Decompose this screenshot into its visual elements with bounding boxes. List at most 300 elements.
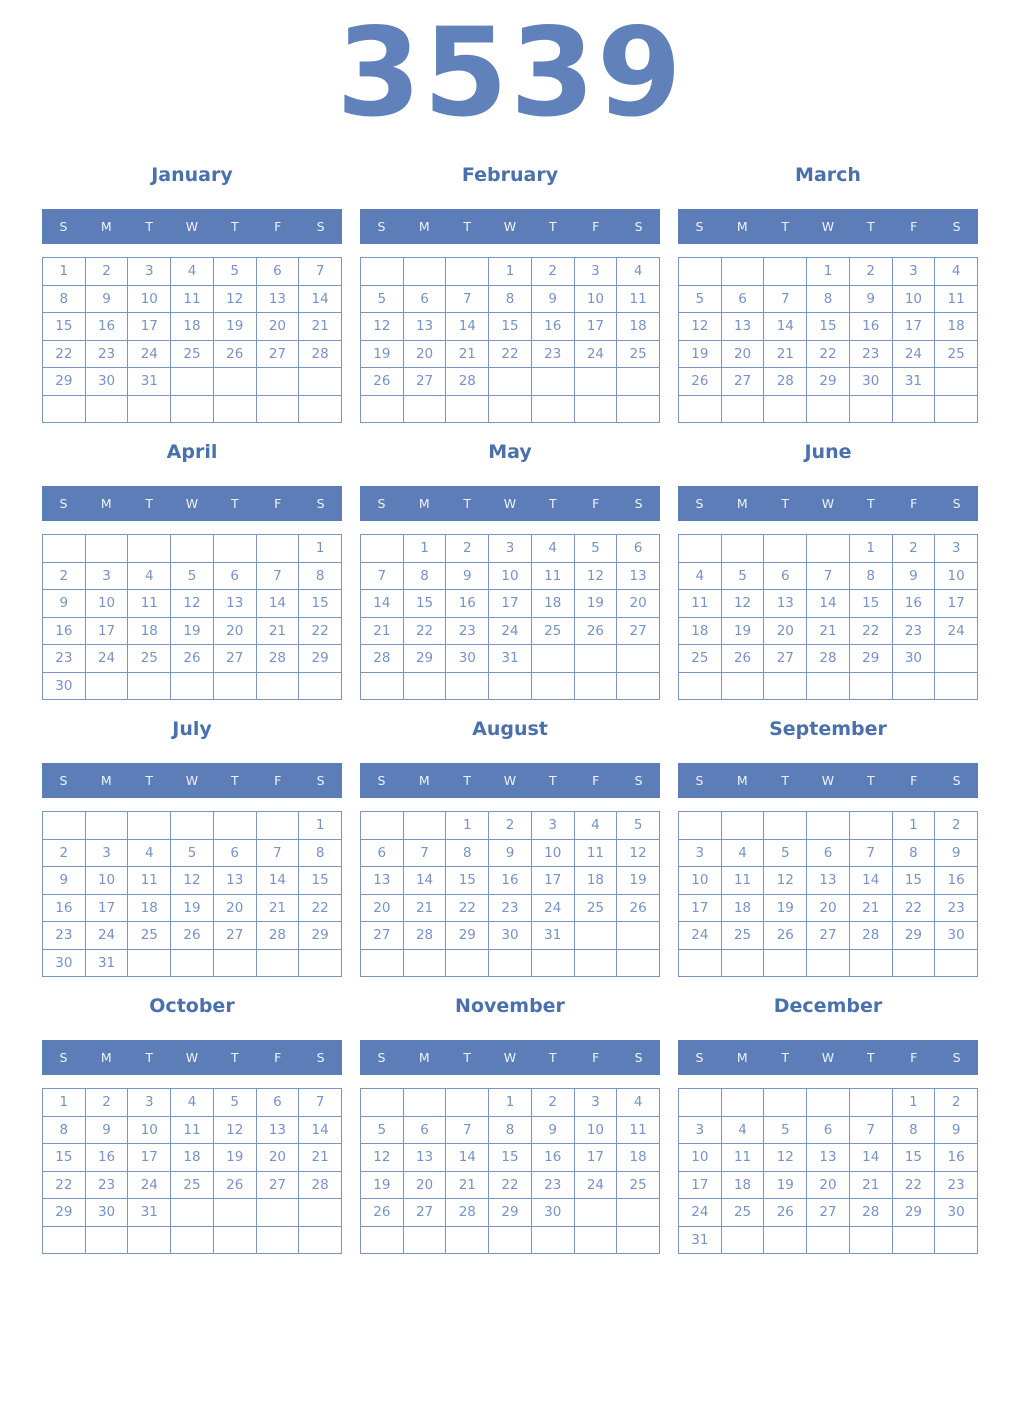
- weekday-header-row: [42, 763, 342, 798]
- day-cell: 4: [679, 563, 722, 591]
- empty-day-cell: [850, 673, 893, 701]
- empty-day-cell: [722, 1227, 765, 1255]
- day-cell: 6: [214, 563, 257, 591]
- day-cell: 15: [404, 590, 447, 618]
- empty-day-cell: [404, 812, 447, 840]
- day-cell: 15: [446, 867, 489, 895]
- empty-day-cell: [86, 673, 129, 701]
- day-cell: 21: [404, 895, 447, 923]
- empty-day-cell: [86, 396, 129, 424]
- day-cell: 10: [679, 1144, 722, 1172]
- day-cell: 3: [575, 258, 618, 286]
- day-cell: 14: [764, 313, 807, 341]
- day-cell: 22: [850, 618, 893, 646]
- day-cell: 29: [893, 1199, 936, 1227]
- day-cell: 1: [43, 1089, 86, 1117]
- month-june: [678, 439, 978, 700]
- day-cell: 26: [171, 922, 214, 950]
- weekday-label: F: [910, 219, 918, 234]
- empty-day-cell: [617, 1227, 660, 1255]
- weekday-label: S: [316, 1050, 325, 1065]
- day-cell: 2: [489, 812, 532, 840]
- empty-day-cell: [679, 396, 722, 424]
- day-cell: 18: [532, 590, 575, 618]
- weekday-label: F: [592, 773, 600, 788]
- day-cell: 19: [575, 590, 618, 618]
- day-cell: 31: [893, 368, 936, 396]
- empty-day-cell: [446, 673, 489, 701]
- day-cell: 26: [361, 368, 404, 396]
- empty-day-cell: [361, 1227, 404, 1255]
- day-cell: 18: [128, 618, 171, 646]
- empty-day-cell: [257, 673, 300, 701]
- day-cell: 1: [850, 535, 893, 563]
- weekday-label: S: [634, 1050, 643, 1065]
- day-cell: 18: [171, 1144, 214, 1172]
- day-cell: 20: [807, 895, 850, 923]
- day-cell: 17: [679, 1172, 722, 1200]
- month-august: [360, 716, 660, 977]
- day-cell: 28: [764, 368, 807, 396]
- day-cell: 30: [43, 673, 86, 701]
- weekday-label: T: [867, 1050, 875, 1065]
- weekday-label: T: [463, 1050, 471, 1065]
- weekday-header-row: [360, 1040, 660, 1075]
- day-cell: 26: [171, 645, 214, 673]
- day-cell: 23: [850, 341, 893, 369]
- empty-day-cell: [893, 950, 936, 978]
- day-cell: 23: [935, 1172, 978, 1200]
- day-cell: 5: [617, 812, 660, 840]
- day-cell: 17: [532, 867, 575, 895]
- day-cell: 1: [893, 812, 936, 840]
- empty-day-cell: [299, 950, 342, 978]
- empty-day-cell: [86, 812, 129, 840]
- empty-day-cell: [764, 950, 807, 978]
- day-cell: 10: [679, 867, 722, 895]
- day-cell: 18: [722, 1172, 765, 1200]
- month-april: [42, 439, 342, 700]
- empty-day-cell: [893, 396, 936, 424]
- day-cell: 8: [893, 840, 936, 868]
- empty-day-cell: [532, 368, 575, 396]
- weekday-header-row: [42, 1040, 342, 1075]
- day-cell: 19: [679, 341, 722, 369]
- empty-day-cell: [404, 1227, 447, 1255]
- empty-day-cell: [299, 673, 342, 701]
- day-cell: 28: [299, 1172, 342, 1200]
- empty-day-cell: [532, 645, 575, 673]
- month-title: May: [488, 441, 532, 463]
- weekday-label: T: [549, 496, 557, 511]
- day-cell: 7: [257, 563, 300, 591]
- day-cell: 27: [404, 1199, 447, 1227]
- weekday-label: M: [100, 773, 112, 788]
- weekday-label: W: [503, 1050, 517, 1065]
- day-cell: 4: [617, 1089, 660, 1117]
- day-cell: 16: [893, 590, 936, 618]
- empty-day-cell: [171, 673, 214, 701]
- days-grid: [360, 811, 660, 977]
- day-cell: 3: [575, 1089, 618, 1117]
- day-cell: 5: [764, 1117, 807, 1145]
- day-cell: 11: [128, 590, 171, 618]
- day-cell: 10: [128, 286, 171, 314]
- day-cell: 27: [214, 645, 257, 673]
- empty-day-cell: [679, 535, 722, 563]
- day-cell: 17: [86, 618, 129, 646]
- empty-day-cell: [679, 950, 722, 978]
- empty-day-cell: [404, 396, 447, 424]
- day-cell: 6: [404, 1117, 447, 1145]
- day-cell: 4: [128, 840, 171, 868]
- day-cell: 28: [850, 1199, 893, 1227]
- empty-day-cell: [171, 535, 214, 563]
- day-cell: 27: [361, 922, 404, 950]
- empty-day-cell: [171, 812, 214, 840]
- day-cell: 29: [43, 1199, 86, 1227]
- day-cell: 16: [86, 1144, 129, 1172]
- empty-day-cell: [679, 258, 722, 286]
- weekday-label: S: [377, 773, 386, 788]
- days-grid: [678, 811, 978, 977]
- day-cell: 18: [722, 895, 765, 923]
- day-cell: 18: [935, 313, 978, 341]
- empty-day-cell: [764, 673, 807, 701]
- day-cell: 6: [807, 1117, 850, 1145]
- day-cell: 3: [86, 563, 129, 591]
- empty-day-cell: [807, 1089, 850, 1117]
- day-cell: 12: [722, 590, 765, 618]
- month-title: March: [795, 164, 861, 186]
- day-cell: 2: [43, 563, 86, 591]
- day-cell: 26: [679, 368, 722, 396]
- day-cell: 20: [361, 895, 404, 923]
- month-title: October: [149, 995, 235, 1017]
- empty-day-cell: [617, 922, 660, 950]
- day-cell: 14: [404, 867, 447, 895]
- empty-day-cell: [128, 396, 171, 424]
- month-title: January: [151, 164, 233, 186]
- day-cell: 10: [893, 286, 936, 314]
- day-cell: 15: [299, 590, 342, 618]
- day-cell: 12: [171, 867, 214, 895]
- day-cell: 20: [404, 1172, 447, 1200]
- day-cell: 19: [171, 618, 214, 646]
- day-cell: 22: [807, 341, 850, 369]
- day-cell: 6: [361, 840, 404, 868]
- empty-day-cell: [575, 950, 618, 978]
- empty-day-cell: [807, 812, 850, 840]
- empty-day-cell: [299, 396, 342, 424]
- empty-day-cell: [532, 396, 575, 424]
- day-cell: 25: [935, 341, 978, 369]
- empty-day-cell: [722, 258, 765, 286]
- day-cell: 27: [807, 922, 850, 950]
- weekday-header-row: [678, 763, 978, 798]
- day-cell: 24: [679, 1199, 722, 1227]
- weekday-label: S: [59, 219, 68, 234]
- day-cell: 13: [361, 867, 404, 895]
- empty-day-cell: [617, 645, 660, 673]
- weekday-label: M: [100, 219, 112, 234]
- empty-day-cell: [575, 922, 618, 950]
- weekday-label: F: [910, 1050, 918, 1065]
- day-cell: 13: [404, 1144, 447, 1172]
- day-cell: 3: [935, 535, 978, 563]
- day-cell: 11: [722, 867, 765, 895]
- weekday-label: S: [377, 219, 386, 234]
- day-cell: 8: [489, 286, 532, 314]
- day-cell: 5: [361, 1117, 404, 1145]
- month-may: [360, 439, 660, 700]
- empty-day-cell: [764, 1227, 807, 1255]
- weekday-label: M: [418, 496, 430, 511]
- day-cell: 3: [532, 812, 575, 840]
- weekday-label: S: [377, 1050, 386, 1065]
- day-cell: 4: [617, 258, 660, 286]
- day-cell: 12: [764, 1144, 807, 1172]
- empty-day-cell: [128, 950, 171, 978]
- empty-day-cell: [257, 1227, 300, 1255]
- day-cell: 11: [171, 1117, 214, 1145]
- empty-day-cell: [807, 673, 850, 701]
- day-cell: 1: [893, 1089, 936, 1117]
- day-cell: 2: [935, 1089, 978, 1117]
- day-cell: 4: [575, 812, 618, 840]
- days-grid: [678, 257, 978, 423]
- empty-day-cell: [935, 368, 978, 396]
- day-cell: 19: [722, 618, 765, 646]
- day-cell: 14: [446, 1144, 489, 1172]
- day-cell: 1: [404, 535, 447, 563]
- day-cell: 3: [893, 258, 936, 286]
- day-cell: 24: [935, 618, 978, 646]
- day-cell: 6: [722, 286, 765, 314]
- day-cell: 25: [171, 341, 214, 369]
- weekday-label: F: [592, 1050, 600, 1065]
- day-cell: 26: [361, 1199, 404, 1227]
- day-cell: 11: [617, 1117, 660, 1145]
- weekday-label: F: [274, 773, 282, 788]
- month-november: [360, 993, 660, 1254]
- day-cell: 16: [43, 618, 86, 646]
- day-cell: 26: [214, 1172, 257, 1200]
- day-cell: 3: [679, 1117, 722, 1145]
- weekday-header-row: [678, 209, 978, 244]
- day-cell: 11: [575, 840, 618, 868]
- day-cell: 4: [171, 1089, 214, 1117]
- months-grid: [0, 162, 1020, 1254]
- day-cell: 15: [893, 867, 936, 895]
- day-cell: 20: [214, 895, 257, 923]
- empty-day-cell: [214, 673, 257, 701]
- day-cell: 5: [361, 286, 404, 314]
- day-cell: 18: [679, 618, 722, 646]
- weekday-label: S: [695, 1050, 704, 1065]
- empty-day-cell: [128, 535, 171, 563]
- days-grid: [42, 257, 342, 423]
- day-cell: 24: [532, 895, 575, 923]
- day-cell: 24: [128, 341, 171, 369]
- day-cell: 1: [446, 812, 489, 840]
- day-cell: 25: [722, 922, 765, 950]
- empty-day-cell: [86, 1227, 129, 1255]
- empty-day-cell: [617, 950, 660, 978]
- weekday-label: M: [736, 496, 748, 511]
- day-cell: 7: [361, 563, 404, 591]
- weekday-label: M: [418, 773, 430, 788]
- day-cell: 12: [214, 286, 257, 314]
- month-title: November: [455, 995, 565, 1017]
- empty-day-cell: [935, 396, 978, 424]
- day-cell: 7: [299, 258, 342, 286]
- empty-day-cell: [171, 1199, 214, 1227]
- day-cell: 4: [935, 258, 978, 286]
- day-cell: 21: [257, 618, 300, 646]
- weekday-label: T: [781, 219, 789, 234]
- day-cell: 1: [299, 535, 342, 563]
- day-cell: 28: [299, 341, 342, 369]
- day-cell: 18: [171, 313, 214, 341]
- day-cell: 4: [128, 563, 171, 591]
- empty-day-cell: [935, 645, 978, 673]
- weekday-label: W: [821, 773, 835, 788]
- empty-day-cell: [214, 1227, 257, 1255]
- day-cell: 1: [489, 1089, 532, 1117]
- day-cell: 20: [722, 341, 765, 369]
- day-cell: 16: [935, 867, 978, 895]
- empty-day-cell: [722, 535, 765, 563]
- day-cell: 28: [404, 922, 447, 950]
- empty-day-cell: [446, 258, 489, 286]
- weekday-header-row: [360, 486, 660, 521]
- day-cell: 15: [299, 867, 342, 895]
- day-cell: 15: [489, 1144, 532, 1172]
- weekday-label: S: [952, 496, 961, 511]
- day-cell: 5: [214, 258, 257, 286]
- days-grid: [42, 1088, 342, 1254]
- empty-day-cell: [575, 1227, 618, 1255]
- month-title: June: [804, 441, 852, 463]
- empty-day-cell: [575, 645, 618, 673]
- empty-day-cell: [489, 368, 532, 396]
- day-cell: 25: [722, 1199, 765, 1227]
- day-cell: 20: [764, 618, 807, 646]
- empty-day-cell: [446, 950, 489, 978]
- weekday-label: T: [231, 496, 239, 511]
- day-cell: 13: [404, 313, 447, 341]
- weekday-label: M: [418, 219, 430, 234]
- day-cell: 30: [935, 922, 978, 950]
- day-cell: 5: [679, 286, 722, 314]
- empty-day-cell: [404, 1089, 447, 1117]
- day-cell: 13: [722, 313, 765, 341]
- day-cell: 24: [489, 618, 532, 646]
- weekday-label: F: [592, 496, 600, 511]
- day-cell: 26: [214, 341, 257, 369]
- empty-day-cell: [532, 673, 575, 701]
- weekday-label: T: [145, 773, 153, 788]
- day-cell: 18: [575, 867, 618, 895]
- day-cell: 22: [43, 1172, 86, 1200]
- day-cell: 20: [257, 313, 300, 341]
- day-cell: 25: [128, 922, 171, 950]
- day-cell: 13: [617, 563, 660, 591]
- day-cell: 4: [722, 1117, 765, 1145]
- day-cell: 25: [617, 341, 660, 369]
- day-cell: 21: [807, 618, 850, 646]
- day-cell: 8: [404, 563, 447, 591]
- day-cell: 8: [43, 1117, 86, 1145]
- day-cell: 6: [404, 286, 447, 314]
- day-cell: 29: [299, 922, 342, 950]
- day-cell: 15: [850, 590, 893, 618]
- day-cell: 19: [361, 341, 404, 369]
- weekday-label: W: [821, 496, 835, 511]
- day-cell: 22: [446, 895, 489, 923]
- empty-day-cell: [489, 396, 532, 424]
- day-cell: 20: [617, 590, 660, 618]
- day-cell: 25: [532, 618, 575, 646]
- empty-day-cell: [722, 950, 765, 978]
- day-cell: 21: [299, 313, 342, 341]
- day-cell: 29: [850, 645, 893, 673]
- day-cell: 2: [446, 535, 489, 563]
- empty-day-cell: [617, 1199, 660, 1227]
- day-cell: 9: [532, 286, 575, 314]
- day-cell: 2: [86, 258, 129, 286]
- day-cell: 2: [850, 258, 893, 286]
- month-title: August: [472, 718, 548, 740]
- day-cell: 24: [679, 922, 722, 950]
- day-cell: 9: [43, 867, 86, 895]
- empty-day-cell: [404, 950, 447, 978]
- year-title: 3539: [336, 2, 684, 144]
- day-cell: 22: [893, 895, 936, 923]
- weekday-label: T: [549, 1050, 557, 1065]
- empty-day-cell: [43, 535, 86, 563]
- empty-day-cell: [43, 396, 86, 424]
- day-cell: 16: [86, 313, 129, 341]
- day-cell: 7: [257, 840, 300, 868]
- day-cell: 26: [617, 895, 660, 923]
- weekday-header-row: [678, 486, 978, 521]
- empty-day-cell: [617, 396, 660, 424]
- weekday-label: S: [316, 773, 325, 788]
- empty-day-cell: [532, 1227, 575, 1255]
- day-cell: 24: [86, 645, 129, 673]
- day-cell: 6: [214, 840, 257, 868]
- day-cell: 13: [807, 1144, 850, 1172]
- weekday-label: T: [867, 496, 875, 511]
- day-cell: 19: [171, 895, 214, 923]
- empty-day-cell: [850, 396, 893, 424]
- day-cell: 27: [257, 1172, 300, 1200]
- day-cell: 14: [257, 590, 300, 618]
- day-cell: 30: [893, 645, 936, 673]
- weekday-label: W: [503, 773, 517, 788]
- day-cell: 14: [807, 590, 850, 618]
- day-cell: 23: [43, 645, 86, 673]
- weekday-label: S: [695, 219, 704, 234]
- day-cell: 14: [299, 1117, 342, 1145]
- days-grid: [360, 257, 660, 423]
- day-cell: 16: [489, 867, 532, 895]
- month-title: December: [773, 995, 883, 1017]
- day-cell: 27: [404, 368, 447, 396]
- day-cell: 16: [532, 313, 575, 341]
